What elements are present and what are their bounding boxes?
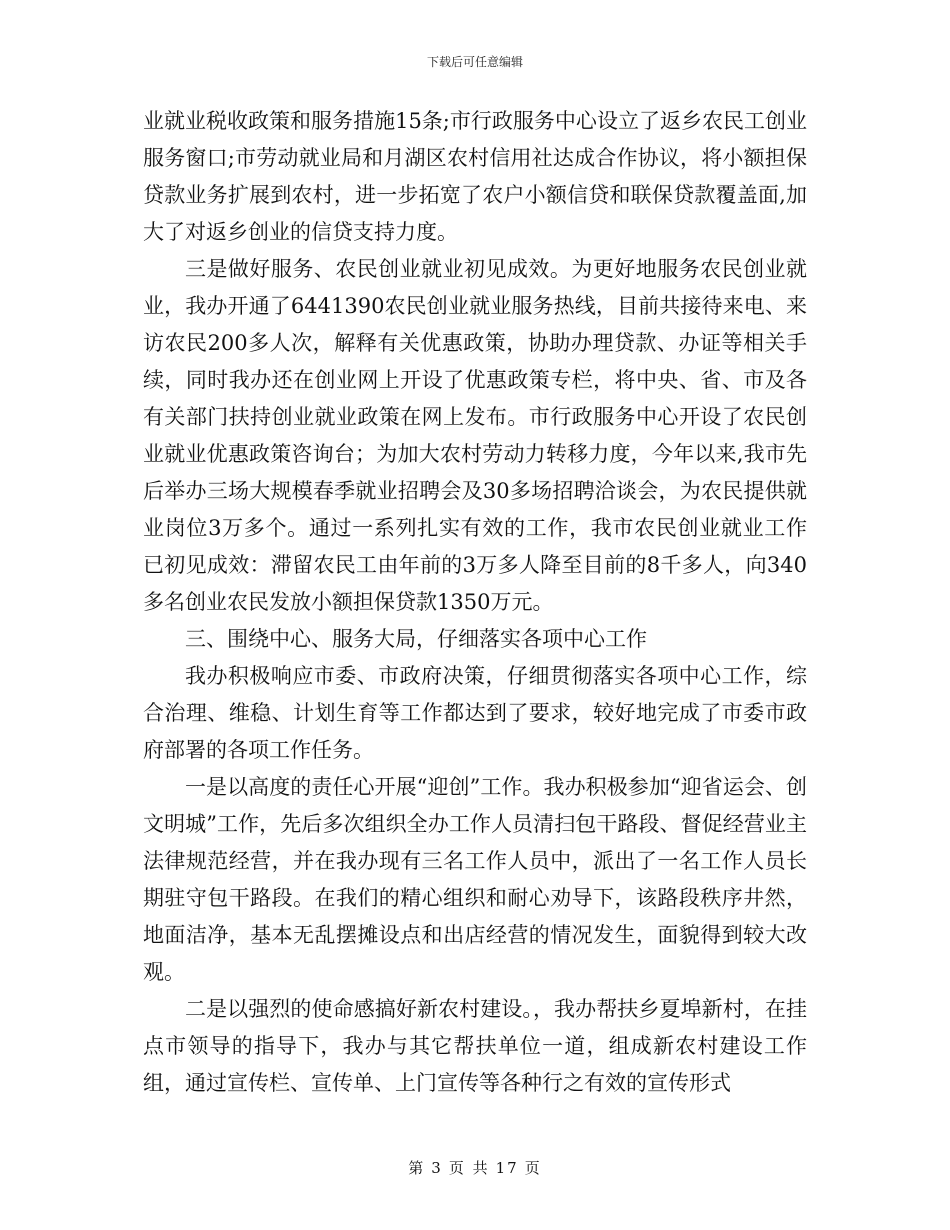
document-body [143,103,807,1102]
total-pages-number: 17 [495,1159,519,1177]
footer-suffix: 页 [524,1159,542,1177]
footer-prefix: 第 [408,1159,426,1177]
paragraph-4: 一是以高度的责任心开展“迎创”工作。我办积极参加“迎省运会、创文明城”工作，先后多次组织全办工作人员清扫包干路段、督促经营业主法律规范经营，并在我办现有三名工作人员中，派出了一名工作人员长期驻守包干路段。在我们的精心组织和耐心劝导下，该路段秩序井然，地面洁净，基本无乱摆摊设点和出店经营的情况发生，面貌得到较大改观。 [143,775,807,984]
paragraph-3: 我办积极响应市委、市政府决策，仔细贯彻落实各项中心工作，综合治理、维稳、计划生育等工作都达到了要求，较好地完成了市委市政府部署的各项工作任务。 [143,664,807,762]
page-footer [0,1157,950,1178]
paragraph-5: 二是以强烈的使命感搞好新农村建设。，我办帮扶乡夏埠新村，在挂点市领导的指导下，我办与其它帮扶单位一道，组成新农村建设工作组，通过宣传栏、宣传单、上门宣传等各种行之有效的宣传形式 [143,997,807,1095]
page-header: 下载后可任意编辑 [426,55,523,69]
current-page-number: 3 [431,1159,443,1177]
section-heading: 三、围绕中心、服务大局，仔细落实各项中心工作 [185,627,647,651]
paragraph-1: 业就业税收政策和服务措施15条;市行政服务中心设立了返乡农民工创业服务窗口;市劳动就业局和月湖区农村信用社达成合作协议，将小额担保贷款业务扩展到农村，进一步拓宽了农户小额信贷和联保贷款覆盖面,加大了对返乡创业的信贷支持力度。 [143,109,807,244]
footer-middle: 页 共 [448,1159,490,1177]
paragraph-2: 三是做好服务、农民创业就业初见成效。为更好地服务农民创业就业，我办开通了6441390农民创业就业服务热线，目前共接待来电、来访农民200多人次，解释有关优惠政策，协助办理贷款、办证等相关手续，同时我办还在创业网上开设了优惠政策专栏，将中央、省、市及各有关部门扶持创业就业政策在网上发布。市行政服务中心开设了农民创业就业优惠政策咨询台；为加大农村劳动力转移力度，今年以来,我市先后举办三场大规模春季就业招聘会及30多场招聘洽谈会，为农民提供就业岗位3万多个。通过一系列扎实有效的工作，我市农民创业就业工作已初见成效：滞留农民工由年前的3万多人降至目前的8千多人，向340多名创业农民发放小额担保贷款1350万元。 [143,257,807,614]
